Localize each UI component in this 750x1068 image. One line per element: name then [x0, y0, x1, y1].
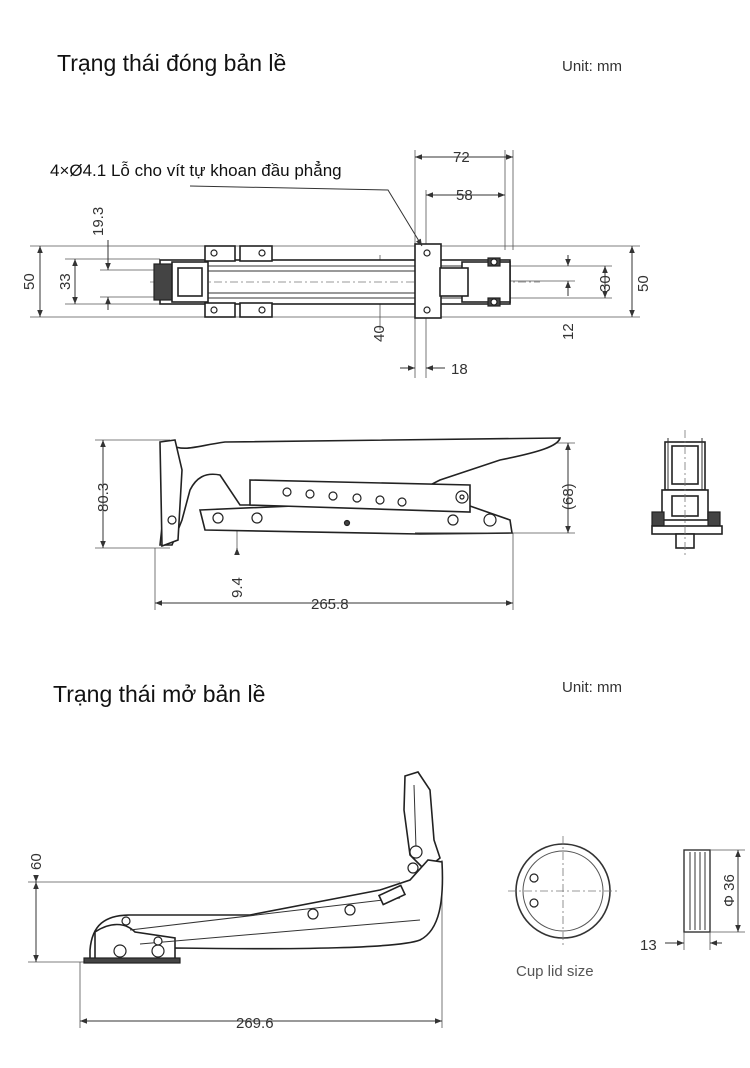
dim-50-left: 50: [21, 273, 38, 290]
dim-phi-36: Φ 36: [721, 874, 738, 907]
dim-40: 40: [371, 325, 388, 342]
dim-72: 72: [453, 149, 470, 166]
cup-lid-front: [508, 836, 618, 946]
dim-18: 18: [451, 361, 468, 378]
open-state-title: Trạng thái mở bản lề: [53, 681, 266, 707]
dim-50-right: 50: [635, 275, 652, 292]
side-view-closed: [95, 438, 577, 613]
dim-30: 30: [597, 275, 614, 292]
dim-68: (68): [560, 483, 577, 510]
hole-note: 4×Ø4.1 Lỗ cho vít tự khoan đầu phẳng: [50, 161, 342, 180]
dim-19-3: 19.3: [90, 206, 107, 236]
side-view-open: [28, 772, 442, 1032]
dim-80-3: 80.3: [95, 482, 112, 512]
cup-lid-side: [640, 850, 745, 954]
dim-33: 33: [57, 273, 74, 290]
dim-13: 13: [640, 937, 657, 954]
dim-269-6: 269.6: [236, 1015, 274, 1032]
open-unit-label: Unit: mm: [562, 679, 622, 696]
top-view: [21, 149, 652, 378]
dim-9-4: 9.4: [229, 577, 246, 598]
cup-lid-caption: Cup lid size: [516, 963, 594, 980]
closed-state-title: Trạng thái đóng bản lề: [57, 50, 287, 76]
dim-265-8: 265.8: [311, 596, 349, 613]
dim-12: 12: [560, 323, 577, 340]
dim-58: 58: [456, 187, 473, 204]
closed-unit-label: Unit: mm: [562, 58, 622, 75]
end-view: [652, 430, 722, 555]
dim-60: 60: [28, 853, 45, 870]
